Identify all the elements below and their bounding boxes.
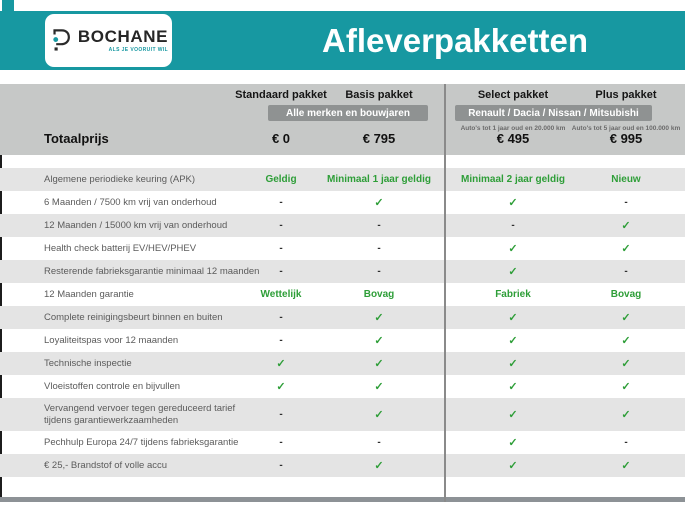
badge-renault-dacia-nissan-mitsubishi: Renault / Dacia / Nissan / Mitsubishi <box>455 105 652 121</box>
cell-select: ✓ <box>508 460 518 472</box>
logo-text <box>78 28 168 53</box>
price-select: € 495 <box>496 131 530 146</box>
table-header-band <box>0 84 685 155</box>
table-row <box>0 352 685 375</box>
header-banner <box>0 11 685 70</box>
cell-plus: ✓ <box>621 358 631 370</box>
note-plus: Auto's tot 5 jaar oud en 100.000 km <box>571 125 681 132</box>
cell-basis: ✓ <box>374 358 384 370</box>
table-row <box>0 237 685 260</box>
feature-label: 12 Maanden / 15000 km vrij van onderhoud <box>44 219 228 231</box>
price-standaard: € 0 <box>271 131 291 146</box>
price-basis: € 795 <box>362 131 396 146</box>
feature-label: 6 Maanden / 7500 km vrij van onderhoud <box>44 196 217 208</box>
cell-select: ✓ <box>508 437 518 449</box>
cell-select: ✓ <box>508 312 518 324</box>
bochane-logo <box>45 14 172 67</box>
feature-label: Resterende fabrieksgarantie minimaal 12 maanden <box>44 265 260 277</box>
cell-basis: ✓ <box>374 460 384 472</box>
cell-select: ✓ <box>508 381 518 393</box>
cell-plus: ✓ <box>621 335 631 347</box>
cell-standaard: - <box>279 266 283 277</box>
cell-basis: - <box>377 266 381 277</box>
note-select: Auto's tot 1 jaar oud en 20.000 km <box>460 125 566 132</box>
column-header-standaard: Standaard pakket <box>235 89 327 101</box>
table-row <box>0 214 685 237</box>
cell-basis: ✓ <box>374 409 384 421</box>
table-row <box>0 260 685 283</box>
table-row <box>0 454 685 477</box>
table-row <box>0 375 685 398</box>
cell-select: ✓ <box>508 358 518 370</box>
cell-standaard: - <box>279 460 283 471</box>
price-plus: € 995 <box>609 131 643 146</box>
table-row <box>0 191 685 214</box>
cell-standaard: - <box>279 312 283 323</box>
cell-plus: ✓ <box>621 220 631 232</box>
feature-label: Health check batterij EV/HEV/PHEV <box>44 242 197 254</box>
cell-standaard: Wettelijk <box>260 289 302 300</box>
cell-plus: Nieuw <box>611 174 641 185</box>
cell-select: ✓ <box>508 335 518 347</box>
table-row <box>0 283 685 306</box>
cell-select: ✓ <box>508 243 518 255</box>
cell-standaard: - <box>279 197 283 208</box>
cell-basis: - <box>377 243 381 254</box>
cell-plus: - <box>624 197 628 208</box>
feature-label: Algemene periodieke keuring (APK) <box>44 173 196 185</box>
cell-plus: ✓ <box>621 460 631 472</box>
table-row <box>0 398 685 431</box>
cell-select: Minimaal 2 jaar geldig <box>461 174 565 185</box>
cell-basis: - <box>377 437 381 448</box>
cell-plus: ✓ <box>621 409 631 421</box>
cell-plus: ✓ <box>621 312 631 324</box>
cell-standaard: - <box>279 243 283 254</box>
cell-standaard: ✓ <box>276 358 286 370</box>
cell-basis: ✓ <box>374 312 384 324</box>
bochane-logo-icon <box>49 26 73 55</box>
badge-all-brands: Alle merken en bouwjaren <box>268 105 428 121</box>
cell-basis: Bovag <box>363 289 395 300</box>
cell-basis: ✓ <box>374 381 384 393</box>
cell-basis: ✓ <box>374 197 384 209</box>
column-header-plus: Plus pakket <box>595 89 657 101</box>
feature-label: Vloeistoffen controle en bijvullen <box>44 380 181 392</box>
cell-select: Fabriek <box>495 289 531 300</box>
cell-standaard: - <box>279 437 283 448</box>
cell-select: ✓ <box>508 409 518 421</box>
cell-standaard: - <box>279 220 283 231</box>
feature-label: Loyaliteitspas voor 12 maanden <box>44 334 179 346</box>
feature-label: 12 Maanden garantie <box>44 288 134 300</box>
cell-basis: ✓ <box>374 335 384 347</box>
cell-plus: ✓ <box>621 381 631 393</box>
column-header-select: Select pakket <box>477 89 549 101</box>
cell-plus: Bovag <box>610 289 642 300</box>
feature-label: € 25,- Brandstof of volle accu <box>44 459 168 471</box>
cell-plus: - <box>624 266 628 277</box>
cell-select: - <box>511 220 515 231</box>
feature-rows <box>0 168 685 477</box>
cell-select: ✓ <box>508 266 518 278</box>
feature-label: Complete reinigingsbeurt binnen en buiten <box>44 311 223 323</box>
cell-standaard: Geldig <box>265 174 297 185</box>
table-row <box>0 431 685 454</box>
feature-label: Vervangend vervoer tegen gereduceerd tarief tijdens garantiewerkzaamheden <box>44 402 236 426</box>
brand-tagline: ALS JE VOORUIT WIL <box>108 47 169 53</box>
cell-standaard: ✓ <box>276 381 286 393</box>
table-row <box>0 306 685 329</box>
page-title: Afleverpakketten <box>322 21 588 59</box>
cell-basis: Minimaal 1 jaar geldig <box>327 174 431 185</box>
cell-select: ✓ <box>508 197 518 209</box>
feature-label: Pechhulp Europa 24/7 tijdens fabrieksgarantie <box>44 436 239 448</box>
brand-name: BOCHANE <box>77 27 169 46</box>
cell-plus: - <box>624 437 628 448</box>
cell-standaard: - <box>279 409 283 420</box>
feature-label: Technische inspectie <box>44 357 132 369</box>
total-price-label: Totaalprijs <box>44 131 109 146</box>
table-row <box>0 168 685 191</box>
cell-standaard: - <box>279 335 283 346</box>
table-row <box>0 329 685 352</box>
column-divider <box>444 84 446 502</box>
column-header-basis: Basis pakket <box>345 89 413 101</box>
footer-bar <box>0 497 685 502</box>
cell-basis: - <box>377 220 381 231</box>
cell-plus: ✓ <box>621 243 631 255</box>
